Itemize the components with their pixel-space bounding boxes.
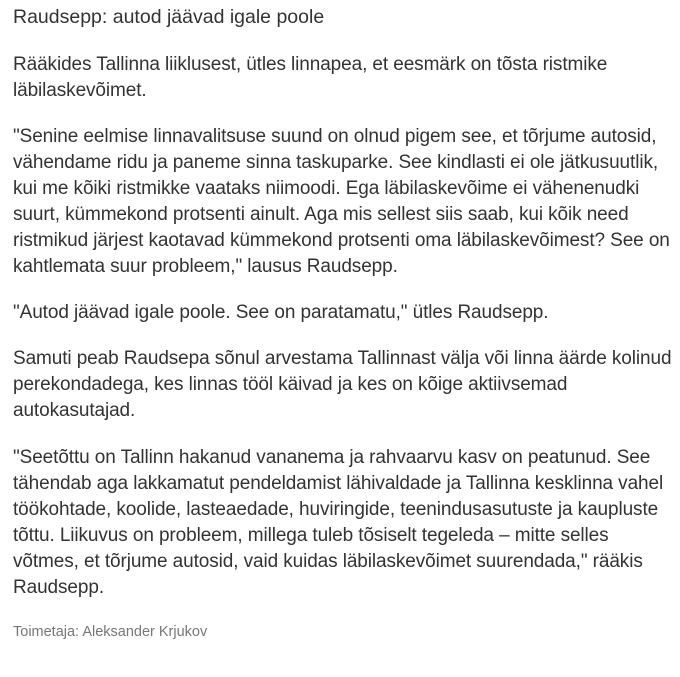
section-heading: Raudsepp: autod jäävad igale poole: [13, 6, 325, 28]
paragraph-intro: Rääkides Tallinna liiklusest, ütles linnapea, et eesmärk on tõsta ristmike läbilaskevõimet.: [13, 54, 608, 101]
paragraph-commuter-families: Samuti peab Raudsepa sõnul arvestama Tallinnast välja või linna äärde kolinud perekondadega, kes linnas tööl käivad ja kes on kõige aktiivsemad autokasutajad.: [13, 348, 672, 421]
article-body: [13, 0, 673, 642]
paragraph-quote-cars-everywhere: "Autod jäävad igale poole. See on paratamatu," ütles Raudsepp.: [13, 302, 549, 323]
paragraph-quote-previous-government: "Senine eelmise linnavalitsuse suund on olnud pigem see, et tõrjume autosid, vähendame ridu ja paneme sinna taskuparke. See kindlasti ei ole jätkusuutlik, kui me kõiki ristmikke vaataks niimoodi. Ega läbilaskevõime ei vähenenudki suurt, kümmekond protsenti ainult. Aga mis sellest siis saab, kui kõik need ristmikud järjest kaotavad kümmekond protsenti oma läbilaskevõimest? See on kahtlemata suur probleem," lausus Raudsepp.: [13, 126, 670, 277]
paragraph-quote-population: "Seetõttu on Tallinn hakanud vananema ja rahvaarvu kasv on peatunud. See tähendab aga lakkamatut pendeldamist lähivaldade ja Tallinna kesklinna vahel töökohtade, koolide, lasteaedade, huviringide, teenindusasutuste ja kaupluste tõttu. Liikuvus on probleem, millega tuleb tõsiselt tegeleda – mitte selles võtmes, et tõrjume autosid, vaid kuidas läbilaskevõimet suurendada," rääkis Raudsepp.: [13, 447, 664, 598]
editor-credit: Toimetaja: Aleksander Krjukov: [13, 624, 208, 640]
